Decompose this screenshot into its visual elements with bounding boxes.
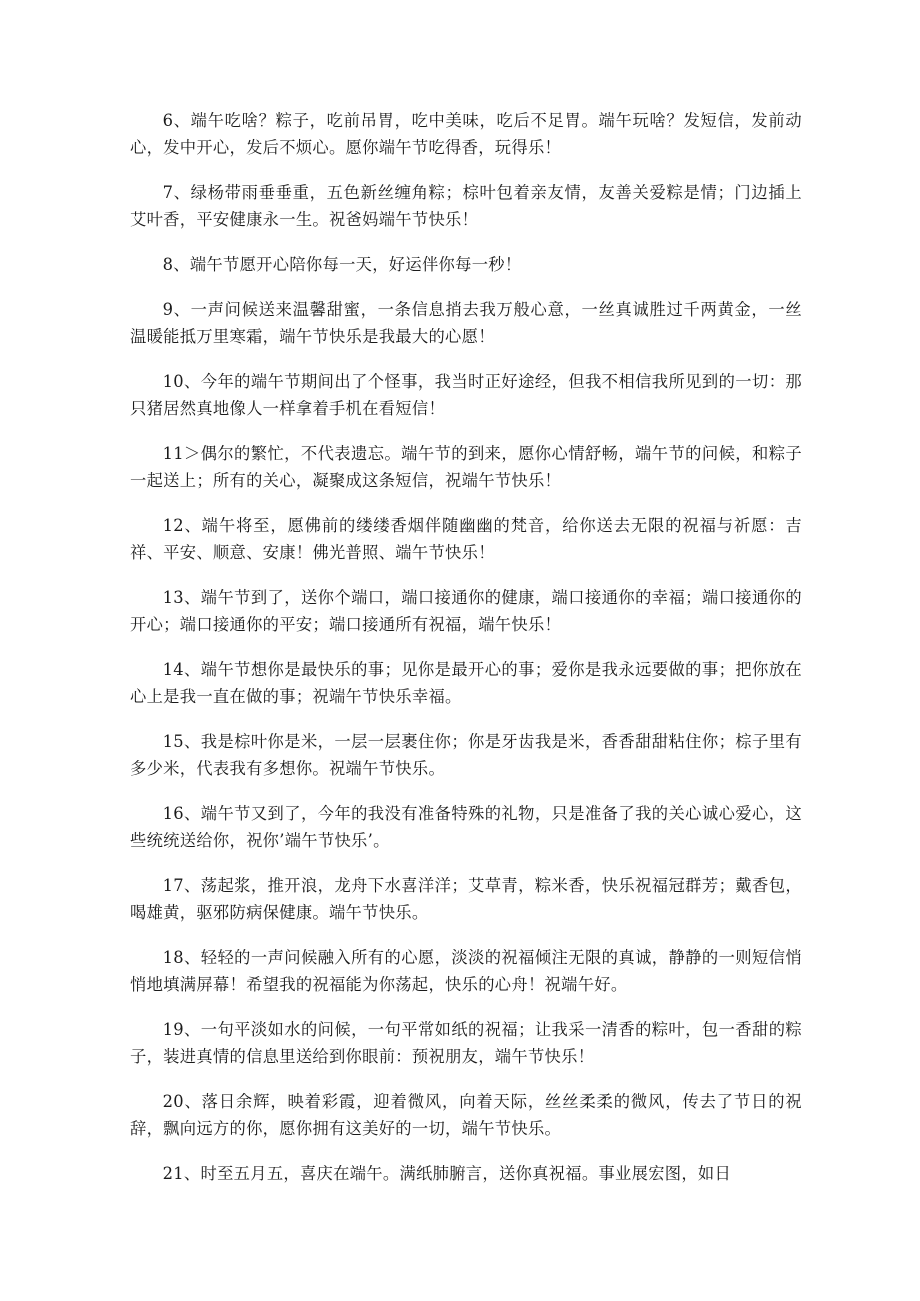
paragraph-7: 7、绿杨带雨垂垂重，五色新丝缠角粽；棕叶包着亲友情，友善关爱粽是情；门边插上艾叶香，平安健康永一生。祝爸妈端午节快乐！ <box>130 183 802 229</box>
paragraph-19: 19、一句平淡如水的问候，一句平常如纸的祝福；让我采一清香的粽叶，包一香甜的粽子，装进真情的信息里送给到你眼前：预祝朋友，端午节快乐！ <box>130 1020 802 1066</box>
paragraph-12: 12、端午将至，愿佛前的缕缕香烟伴随幽幽的梵音，给你送去无限的祝福与祈愿：吉祥、平安、顺意、安康！佛光普照、端午节快乐！ <box>130 516 802 562</box>
paragraph-11: 11＞偶尔的繁忙，不代表遗忘。端午节的到来，愿你心情舒畅，端午节的问候，和粽子一起送上；所有的关心，凝聚成这条短信，祝端午节快乐！ <box>130 444 802 490</box>
paragraph-6: 6、端午吃啥？粽子，吃前吊胃，吃中美味，吃后不足胃。端午玩啥？发短信，发前动心，发中开心，发后不烦心。愿你端午节吃得香，玩得乐！ <box>130 111 802 157</box>
paragraph-21: 21、时至五月五，喜庆在端午。满纸肺腑言，送你真祝福。事业展宏图，如日 <box>162 1164 732 1183</box>
paragraph-16: 16、端午节又到了，今年的我没有准备特殊的礼物，只是准备了我的关心诚心爱心，这些统统送给你，祝你’端午节快乐’。 <box>130 804 802 850</box>
paragraph-20: 20、落日余辉，映着彩霞，迎着微风，向着天际，丝丝柔柔的微风，传去了节日的祝辞，飘向远方的你，愿你拥有这美好的一切，端午节快乐。 <box>130 1092 802 1138</box>
paragraph-18: 18、轻轻的一声问候融入所有的心愿，淡淡的祝福倾注无限的真诚，静静的一则短信悄悄地填满屏幕！希望我的祝福能为你荡起，快乐的心舟！祝端午好。 <box>130 948 802 994</box>
paragraph-15: 15、我是棕叶你是米，一层一层裹住你；你是牙齿我是米，香香甜甜粘住你；棕子里有多少米，代表我有多想你。祝端午节快乐。 <box>130 732 802 778</box>
paragraph-14: 14、端午节想你是最快乐的事；见你是最开心的事；爱你是我永远要做的事；把你放在心上是我一直在做的事；祝端午节快乐幸福。 <box>130 660 802 706</box>
paragraph-10: 10、今年的端午节期间出了个怪事，我当时正好途经，但我不相信我所见到的一切：那只猪居然真地像人一样拿着手机在看短信！ <box>130 372 802 418</box>
paragraph-13: 13、端午节到了，送你个端口，端口接通你的健康，端口接通你的幸福；端口接通你的开心；端口接通你的平安；端口接通所有祝福，端午快乐！ <box>130 588 802 634</box>
paragraph-9: 9、一声问候送来温馨甜蜜，一条信息捎去我万般心意，一丝真诚胜过千两黄金，一丝温暖能抵万里寒霜，端午节快乐是我最大的心愿！ <box>130 300 802 346</box>
paragraph-17: 17、荡起浆，推开浪，龙舟下水喜洋洋；艾草青，粽米香，快乐祝福冠群芳；戴香包，喝雄黄，驱邪防病保健康。端午节快乐。 <box>130 876 802 922</box>
paragraph-8: 8、端午节愿开心陪你每一天，好运伴你每一秒！ <box>162 255 522 274</box>
document-body <box>130 107 802 1187</box>
